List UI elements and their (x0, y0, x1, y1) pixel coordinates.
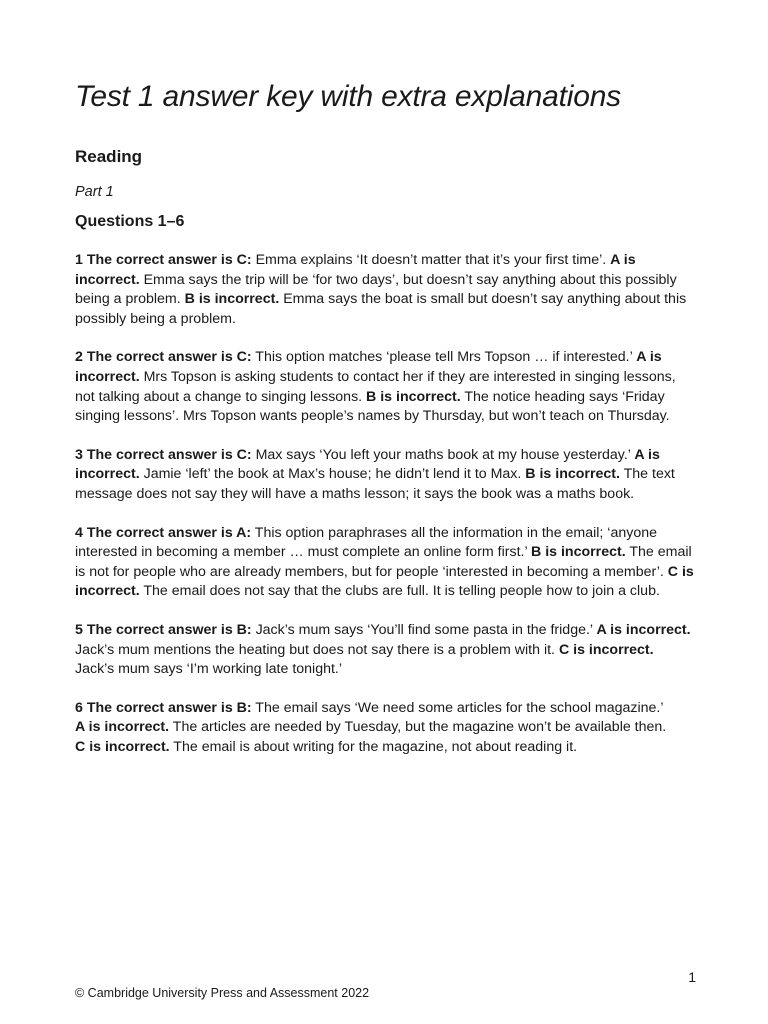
answer-text: Jack’s mum says ‘You’ll find some pasta in the fridge.’ (251, 621, 597, 638)
answer-1 (75, 251, 695, 329)
incorrect-label: A is incorrect. (75, 252, 636, 288)
answer-5 (75, 621, 695, 680)
incorrect-label: B is incorrect. (366, 388, 461, 405)
answer-text: Jack’s mum mentions the heating but does not say there is a problem with it. (75, 641, 559, 658)
answer-text: This option paraphrases all the information in the email; ‘anyone interested in becoming a member … must complete an online form first.’ (75, 524, 658, 561)
answer-text: Jamie ‘left’ the book at Max’s house; he didn’t lend it to Max. (139, 466, 526, 483)
answer-text: Mrs Topson is asking students to contact her if they are interested in singing lessons, not talking about a change to singing lessons. (75, 368, 676, 405)
answer-lead: 4 The correct answer is A: (75, 524, 252, 541)
incorrect-label: C is incorrect. (558, 641, 654, 658)
answer-text: Max says ‘You left your maths book at my house yesterday.’ (251, 446, 635, 463)
incorrect-label: A is incorrect. (75, 719, 170, 736)
answer-6 (75, 699, 695, 758)
section-heading: Reading (75, 147, 143, 166)
answer-4 (75, 524, 695, 602)
answer-lead: 2 The correct answer is C: (75, 349, 252, 366)
answer-list (75, 251, 695, 776)
incorrect-label: B is incorrect. (531, 544, 626, 561)
answer-lead: 1 The correct answer is C: (75, 252, 252, 268)
page-number: 1 (688, 969, 696, 985)
answer-text: The text message does not say they will have a maths lesson; it says the book was a maths book. (75, 466, 675, 502)
incorrect-label: C is incorrect. (75, 563, 694, 600)
incorrect-label: A is incorrect. (596, 621, 691, 638)
incorrect-label: C is incorrect. (75, 738, 170, 755)
answer-text: The email is about writing for the magazine, not about reading it. (169, 738, 578, 755)
answer-text: This option matches ‘please tell Mrs Topson … if interested.’ (251, 349, 637, 366)
answer-text: The email does not say that the clubs are full. It is telling people how to join a club. (139, 583, 660, 600)
page-title: Test 1 answer key with extra explanations (75, 80, 621, 113)
answer-text: Emma explains ‘It doesn’t matter that it’s your first time’. (251, 252, 611, 268)
answer-text: Jack’s mum says ‘I’m working late tonight.’ (75, 661, 343, 678)
incorrect-label: A is incorrect. (75, 446, 660, 483)
answer-text: The email says ‘We need some articles for the school magazine.’ (251, 699, 664, 716)
answer-text: The notice heading says ‘Friday singing lessons’. Mrs Topson wants people’s names by Thursday, but won’t teach on Thursday. (75, 388, 670, 425)
copyright-footer: © Cambridge University Press and Assessment 2022 (75, 986, 370, 1000)
incorrect-label: B is incorrect. (184, 291, 280, 308)
incorrect-label: A is incorrect. (75, 349, 662, 385)
incorrect-label: B is incorrect. (525, 466, 620, 483)
answer-lead: 5 The correct answer is B: (75, 621, 252, 638)
answer-3 (75, 446, 695, 505)
answer-lead: 6 The correct answer is B: (75, 699, 252, 716)
answer-lead: 3 The correct answer is C: (75, 446, 252, 463)
answer-text: The articles are needed by Tuesday, but the magazine won’t be available then. (169, 719, 667, 736)
questions-heading: Questions 1–6 (75, 213, 185, 230)
answer-text: Emma says the boat is small but doesn’t say anything about this possibly being a problem. (75, 291, 687, 327)
part-label: Part 1 (75, 184, 114, 200)
answer-2 (75, 348, 695, 426)
answer-text: The email is not for people who are already members, but for people ‘interested in becoming a member’. (75, 544, 692, 580)
answer-text: Emma says the trip will be ‘for two days’, but doesn’t say anything about this possibly being a problem. (75, 271, 677, 308)
